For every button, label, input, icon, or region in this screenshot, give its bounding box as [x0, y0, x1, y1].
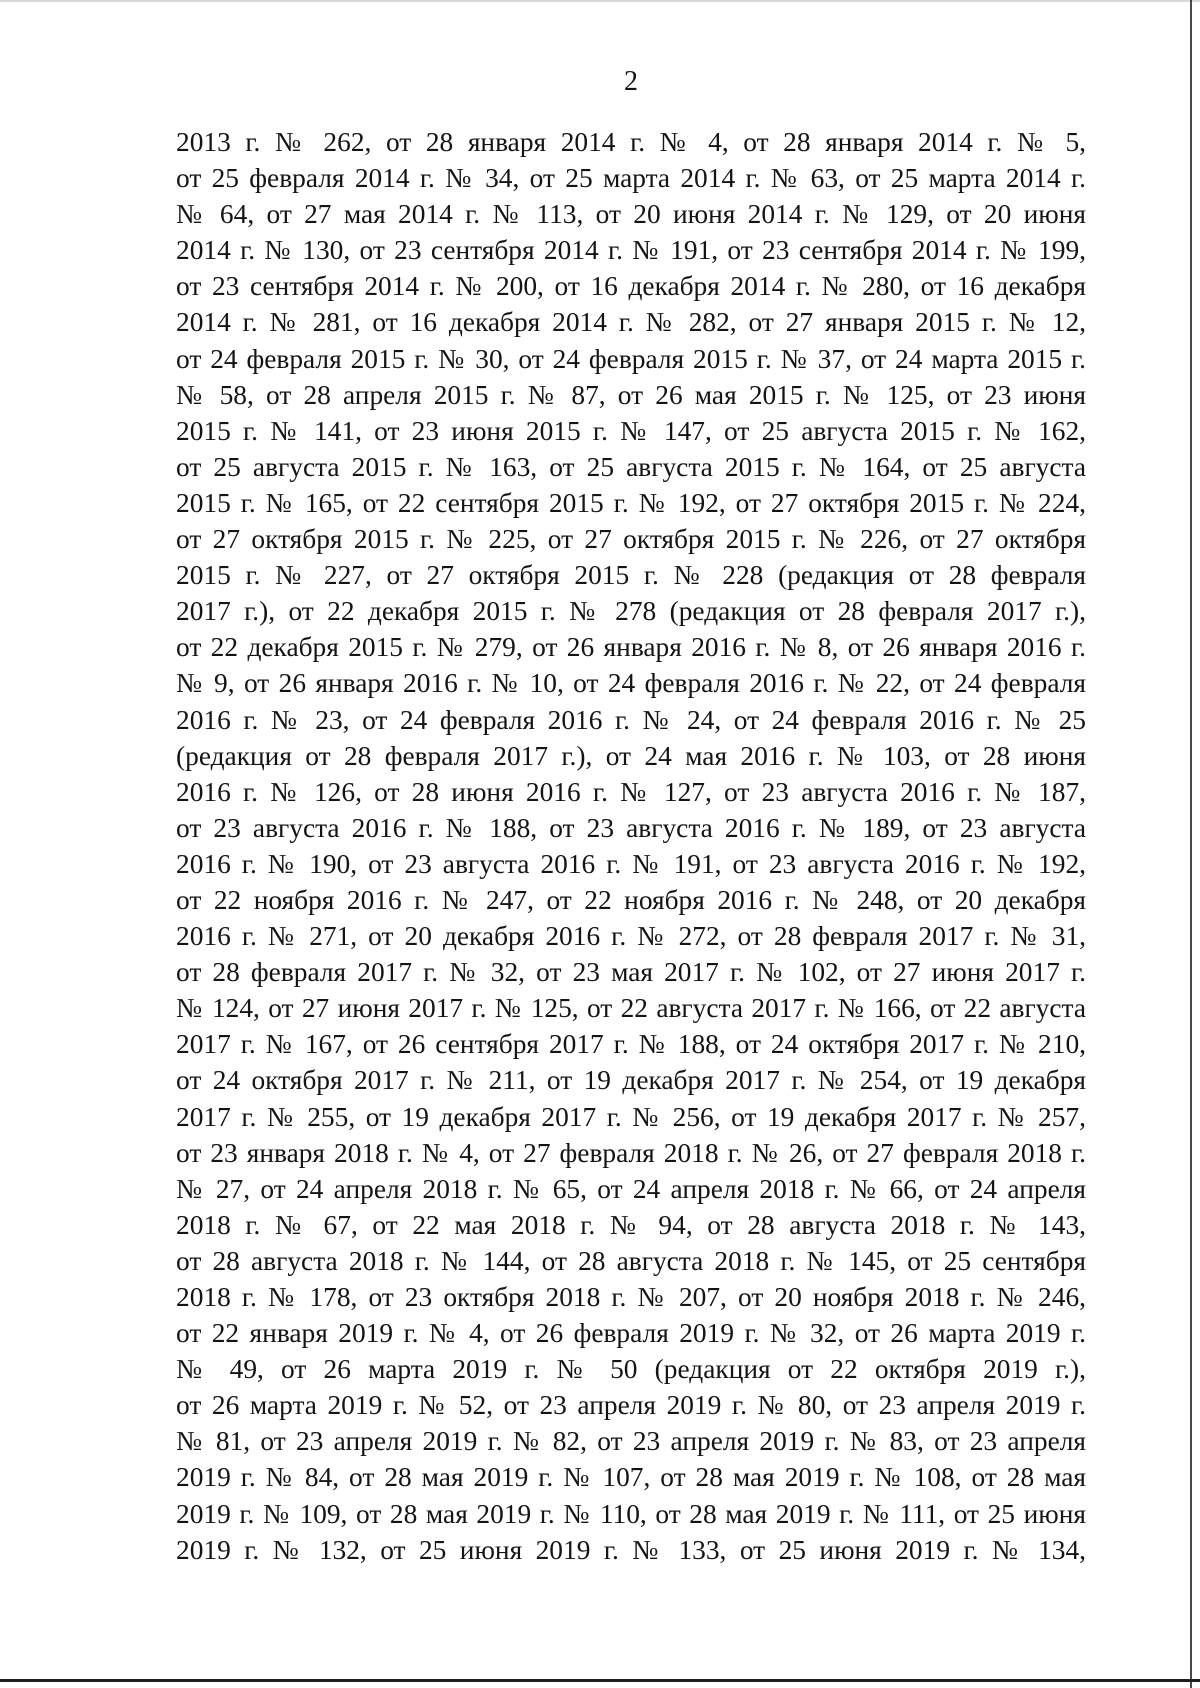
text-line: от 23 августа 2016 г. № 188, от 23 августа 2016 г. № 189, от 23 августа	[176, 812, 1086, 843]
text-line: № 58, от 28 апреля 2015 г. № 87, от 26 мая 2015 г. № 125, от 23 июня	[176, 379, 1086, 410]
text-line: 2018 г. № 67, от 22 мая 2018 г. № 94, от 28 августа 2018 г. № 143,	[176, 1209, 1086, 1240]
text-line: (редакция от 28 февраля 2017 г.), от 24 мая 2016 г. № 103, от 28 июня	[176, 740, 1086, 771]
text-line: 2015 г. № 227, от 27 октября 2015 г. № 228 (редакция от 28 февраля	[176, 560, 1086, 591]
text-line: 2013 г. № 262, от 28 января 2014 г. № 4, от 28 января 2014 г. № 5,	[176, 127, 1086, 157]
text-line: 2019 г. № 84, от 28 мая 2019 г. № 107, от 28 мая 2019 г. № 108, от 28 мая	[176, 1462, 1086, 1493]
text-line: 2014 г. № 281, от 16 декабря 2014 г. № 282, от 27 января 2015 г. № 12,	[176, 307, 1086, 338]
text-line: от 28 августа 2018 г. № 144, от 28 августа 2018 г. № 145, от 25 сентября	[176, 1245, 1086, 1276]
text-line: от 28 февраля 2017 г. № 32, от 23 мая 2017 г. № 102, от 27 июня 2017 г.	[176, 957, 1086, 988]
text-line: от 25 августа 2015 г. № 163, от 25 августа 2015 г. № 164, от 25 августа	[176, 451, 1086, 482]
text-line: от 22 января 2019 г. № 4, от 26 февраля 2019 г. № 32, от 26 марта 2019 г.	[176, 1318, 1086, 1349]
text-line: № 81, от 23 апреля 2019 г. № 82, от 23 апреля 2019 г. № 83, от 23 апреля	[176, 1426, 1086, 1457]
text-line: 2016 г. № 126, от 28 июня 2016 г. № 127, от 23 августа 2016 г. № 187,	[176, 776, 1086, 807]
text-line: № 27, от 24 апреля 2018 г. № 65, от 24 апреля 2018 г. № 66, от 24 апреля	[176, 1173, 1086, 1204]
text-line: № 49, от 26 марта 2019 г. № 50 (редакция от 22 октября 2019 г.),	[176, 1354, 1086, 1385]
text-line: 2017 г. № 167, от 26 сентября 2017 г. № 188, от 24 октября 2017 г. № 210,	[176, 1029, 1086, 1060]
scan-edge-top	[0, 0, 1200, 2]
body-text	[176, 124, 1086, 1568]
page-number: 2	[624, 66, 638, 97]
text-line: 2017 г.), от 22 декабря 2015 г. № 278 (редакция от 28 февраля 2017 г.),	[176, 596, 1086, 627]
text-line: от 23 сентября 2014 г. № 200, от 16 декабря 2014 г. № 280, от 16 декабря	[176, 271, 1086, 302]
text-line: от 22 ноября 2016 г. № 247, от 22 ноября 2016 г. № 248, от 20 декабря	[176, 884, 1086, 915]
text-line: № 64, от 27 мая 2014 г. № 113, от 20 июня 2014 г. № 129, от 20 июня	[176, 199, 1086, 230]
text-line: 2014 г. № 130, от 23 сентября 2014 г. № 191, от 23 сентября 2014 г. № 199,	[176, 235, 1086, 266]
text-line: 2016 г. № 190, от 23 августа 2016 г. № 191, от 23 августа 2016 г. № 192,	[176, 848, 1086, 879]
text-line: от 27 октября 2015 г. № 225, от 27 октября 2015 г. № 226, от 27 октября	[176, 524, 1086, 555]
text-line: от 22 декабря 2015 г. № 279, от 26 января 2016 г. № 8, от 26 января 2016 г.	[176, 632, 1086, 663]
text-line: 2017 г. № 255, от 19 декабря 2017 г. № 256, от 19 декабря 2017 г. № 257,	[176, 1101, 1086, 1132]
text-line: от 23 января 2018 г. № 4, от 27 февраля 2018 г. № 26, от 27 февраля 2018 г.	[176, 1137, 1086, 1168]
scan-edge-bottom	[0, 1679, 1200, 1682]
text-line: от 24 февраля 2015 г. № 30, от 24 февраля 2015 г. № 37, от 24 марта 2015 г.	[176, 343, 1086, 374]
text-line: 2016 г. № 23, от 24 февраля 2016 г. № 24, от 24 февраля 2016 г. № 25	[176, 704, 1086, 735]
text-line: № 9, от 26 января 2016 г. № 10, от 24 февраля 2016 г. № 22, от 24 февраля	[176, 668, 1086, 699]
scan-edge-right	[1190, 0, 1192, 1688]
text-line: от 25 февраля 2014 г. № 34, от 25 марта 2014 г. № 63, от 25 марта 2014 г.	[176, 163, 1086, 194]
text-line: 2019 г. № 109, от 28 мая 2019 г. № 110, от 28 мая 2019 г. № 111, от 25 июня	[176, 1498, 1086, 1529]
text-line: 2018 г. № 178, от 23 октября 2018 г. № 207, от 20 ноября 2018 г. № 246,	[176, 1282, 1086, 1312]
text-line: 2016 г. № 271, от 20 декабря 2016 г. № 272, от 28 февраля 2017 г. № 31,	[176, 921, 1086, 952]
text-line: 2015 г. № 165, от 22 сентября 2015 г. № 192, от 27 октября 2015 г. № 224,	[176, 487, 1086, 518]
text-line: 2019 г. № 132, от 25 июня 2019 г. № 133, от 25 июня 2019 г. № 134,	[176, 1534, 1086, 1565]
text-line: 2015 г. № 141, от 23 июня 2015 г. № 147, от 25 августа 2015 г. № 162,	[176, 415, 1086, 446]
text-line: от 26 марта 2019 г. № 52, от 23 апреля 2019 г. № 80, от 23 апреля 2019 г.	[176, 1390, 1086, 1421]
text-line: от 24 октября 2017 г. № 211, от 19 декабря 2017 г. № 254, от 19 декабря	[176, 1065, 1086, 1096]
text-line: № 124, от 27 июня 2017 г. № 125, от 22 августа 2017 г. № 166, от 22 августа	[176, 993, 1086, 1024]
